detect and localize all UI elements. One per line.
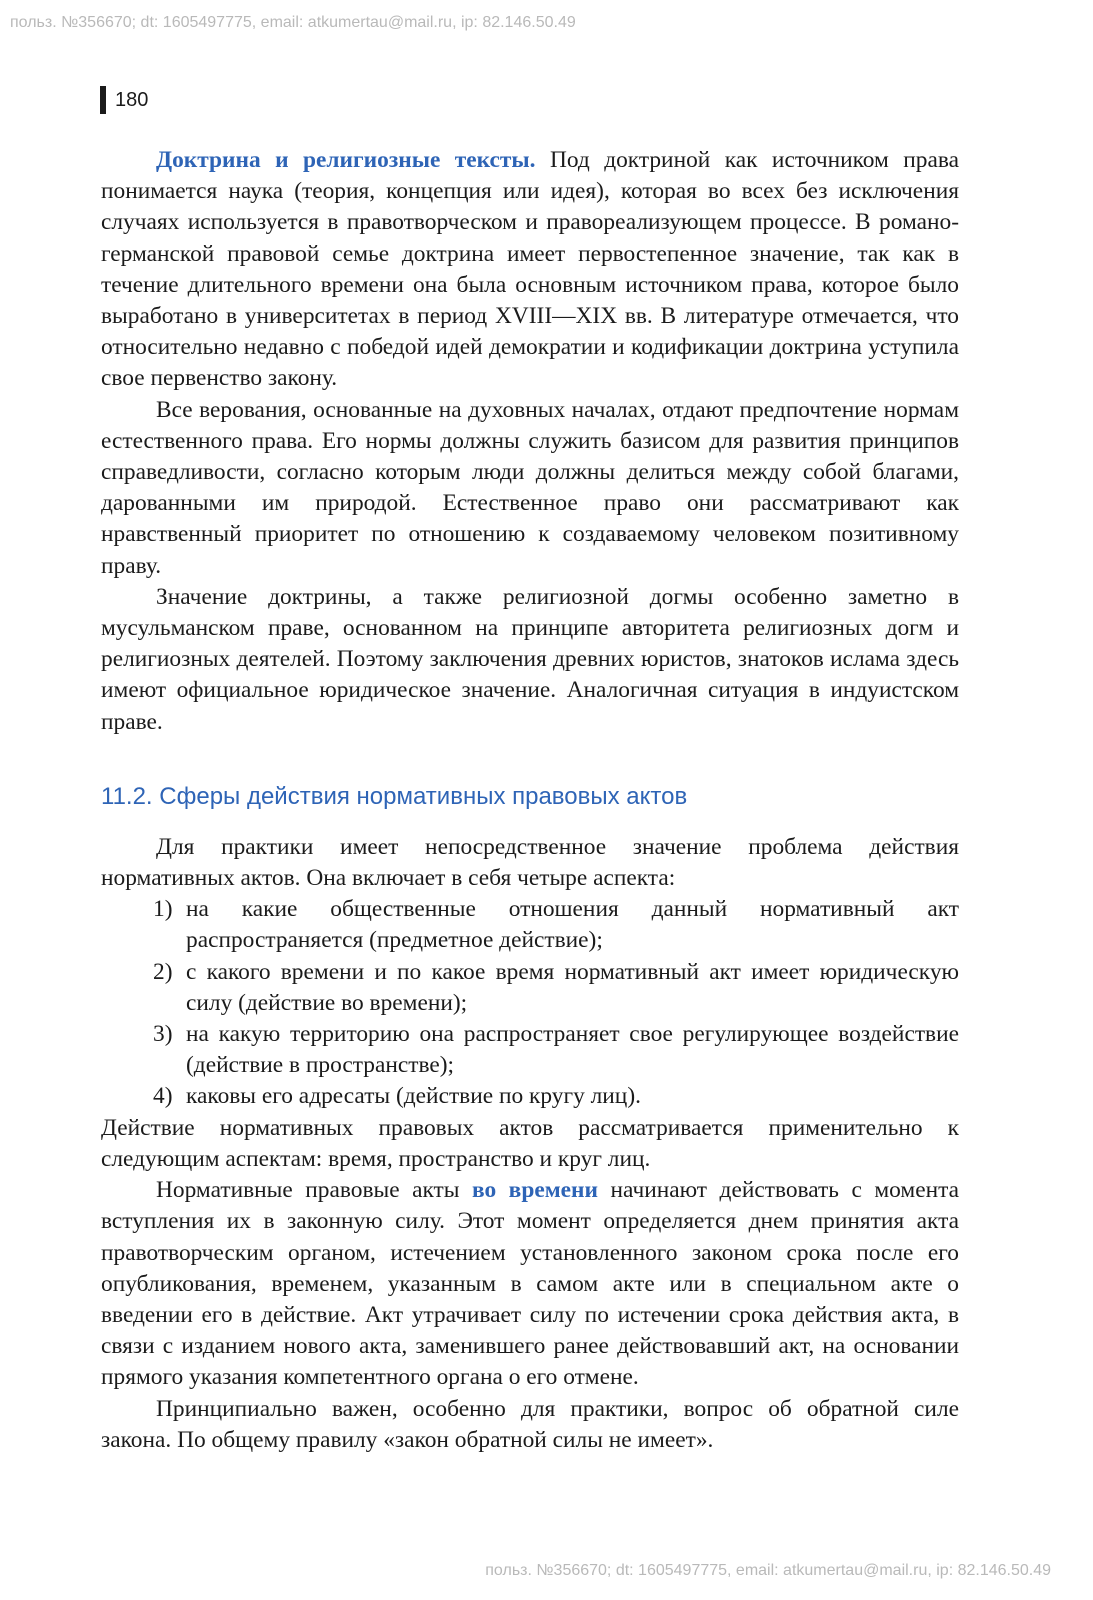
list-item xyxy=(101,957,959,1019)
aspects-list xyxy=(101,894,959,1112)
list-item xyxy=(101,1081,959,1112)
watermark-bottom: польз. №356670; dt: 1605497775, email: atkumertau@mail.ru, ip: 82.146.50.49 xyxy=(485,1562,1051,1579)
page-number-text: 180 xyxy=(115,88,149,111)
section-intro-paragraph: Для практики имеет непосредственное значение проблема действия нормативных актов. Она включает в себя четыре аспекта: xyxy=(101,833,959,892)
time-paragraph xyxy=(101,1175,959,1393)
page-body xyxy=(101,145,959,1456)
run-in-heading: Доктрина и религиозные тексты. xyxy=(156,147,536,173)
page-number-bar xyxy=(100,86,106,114)
list-item-number: 2) xyxy=(153,958,173,985)
list-item xyxy=(101,1019,959,1081)
time-paragraph-start: Нормативные правовые акты xyxy=(156,1177,472,1204)
time-paragraph-rest: начинают действовать с момента вступления их в законную силу. Этот момент определяется днем принятия акта правотворческим органом, истечением установленного законом срока после его опубликования, временем, указанным в самом акте или в специальном акте о введении его в действие. Акт утрачивает силу по истечении срока действия акта, в связи с изданием нового акта, заменившего ранее действовавший акт, на основании прямого указания компетентного органа о его отмене. xyxy=(101,1177,959,1391)
muslim-law-paragraph: Значение доктрины, а также религиозной догмы особенно заметно в мусульманском праве, основанном на принципе авторитета религиозных догм и религиозных деятелей. Поэтому заключения древних юристов, знатоков ислама здесь имеют официальное юридическое значение. Аналогичная ситуация в индуистском праве. xyxy=(101,583,959,735)
section-heading: 11.2. Сферы действия нормативных правовых актов xyxy=(101,782,688,810)
list-item-text: на какую территорию она распространяет свое регулирующее воздействие (действие в пространстве); xyxy=(186,1021,959,1079)
retroactive-paragraph: Принципиально важен, особенно для практики, вопрос об обратной силе закона. По общему правилу «закон обратной силы не имеет». xyxy=(101,1395,959,1453)
list-item-number: 4) xyxy=(153,1083,173,1110)
aspects-paragraph: Действие нормативных правовых актов рассматривается применительно к следующим аспектам: время, пространство и круг лиц. xyxy=(101,1114,959,1172)
page-number xyxy=(100,86,148,114)
watermark-top: польз. №356670; dt: 1605497775, email: atkumertau@mail.ru, ip: 82.146.50.49 xyxy=(10,14,576,31)
list-item-text: каковы его адресаты (действие по кругу лиц). xyxy=(186,1083,641,1110)
list-item-number: 1) xyxy=(153,896,173,923)
doctrine-paragraph xyxy=(101,145,959,395)
emphasis-in-time: во времени xyxy=(472,1177,598,1204)
list-item-text: на какие общественные отношения данный нормативный акт распространяется (предметное действие); xyxy=(186,896,959,954)
beliefs-paragraph: Все верования, основанные на духовных началах, отдают предпочтение нормам естественного права. Его нормы должны служить базисом для развития принципов справедливости, согласно которым люди должны делиться между собой благами, дарованными им природой. Естественное право они рассматривают как нравственный приоритет по отношению к создаваемому человеком позитивному праву. xyxy=(101,396,959,579)
doctrine-paragraph-text: Под доктриной как источником права понимается наука (теория, концепция или идея), которая во всех без исключения случаях используется в правотворческом и правореализующем процессе. В романо-германской правовой семье доктрина имеет первостепенное значение, так как в течение длительного времени она была основным источником права, которое было выработано в университетах в период XVIII—XIX вв. В литературе отмечается, что относительно недавно с победой идей демократии и кодификации доктрина уступила свое первенство закону. xyxy=(101,147,959,392)
list-item-number: 3) xyxy=(153,1021,173,1048)
list-item-text: с какого времени и по какое время нормативный акт имеет юридическую силу (действие во времени); xyxy=(186,958,959,1016)
list-item xyxy=(101,894,959,956)
